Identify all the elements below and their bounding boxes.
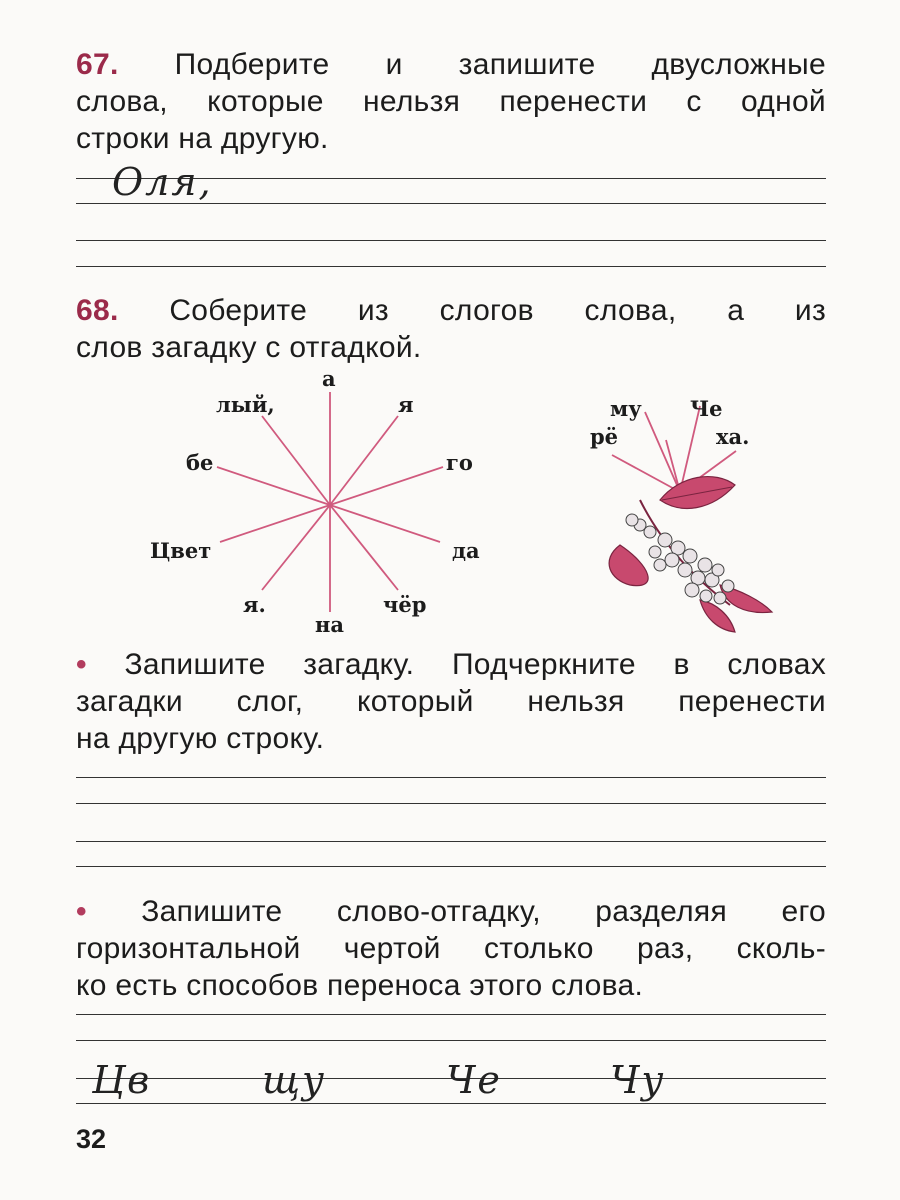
bullet-icon: • xyxy=(76,648,87,681)
syllable: му xyxy=(610,396,642,421)
syllable: да xyxy=(452,538,480,563)
task-write-riddle xyxy=(76,646,826,757)
writing-line xyxy=(76,777,826,778)
handwritten-sample: Чу xyxy=(610,1058,666,1102)
task-write-answer xyxy=(76,893,826,1004)
exercise-67-line-3: строки на другую. xyxy=(76,122,329,155)
lilac-branch-illustration xyxy=(609,477,772,632)
handwritten-sample: щу xyxy=(262,1058,327,1102)
task-answer-line-2: горизонтальной чертой столько раз, сколь- xyxy=(76,932,826,965)
writing-line xyxy=(76,803,826,804)
task-riddle-line-3: на другую строку. xyxy=(76,722,325,755)
exercise-68-line-1: 68. Соберите из слогов слова, а из xyxy=(76,294,826,327)
task-riddle-line-2: загадки слог, который нельзя перенести xyxy=(76,685,826,718)
syllable: я. xyxy=(243,592,266,617)
writing-line xyxy=(76,1014,826,1015)
task-answer-line-3: ко есть способов переноса этого слова. xyxy=(76,969,644,1002)
handwritten-sample: Че xyxy=(446,1058,502,1102)
syllable: лый, xyxy=(216,392,275,417)
syllable: бе xyxy=(186,450,214,475)
syllable: я xyxy=(398,392,414,417)
bullet-icon: • xyxy=(76,895,87,928)
syllable: а xyxy=(322,366,336,391)
syllable: Цвет xyxy=(150,538,212,563)
syllable: чёр xyxy=(383,592,427,617)
exercise-number: 68. xyxy=(76,294,119,327)
syllable: Че xyxy=(690,396,723,421)
exercise-67-line-1: 67. Подберите и запишите двусложные xyxy=(76,48,827,81)
handwritten-sample: Цв xyxy=(92,1058,152,1102)
task-riddle-line-1: • Запишите загадку. Подчеркните в словах xyxy=(76,648,826,681)
syllable: на xyxy=(315,612,344,637)
syllable: го xyxy=(446,450,473,475)
writing-line xyxy=(76,1040,826,1041)
writing-line xyxy=(76,866,826,867)
exercise-number: 67. xyxy=(76,48,119,81)
syllable: рё xyxy=(590,424,619,449)
writing-line xyxy=(76,841,826,842)
writing-line xyxy=(76,1103,826,1104)
exercise-68-line-2: слов загадку с отгадкой. xyxy=(76,331,422,364)
task-answer-line-1: • Запишите слово-отгадку, разделяя его xyxy=(76,895,827,928)
page-number: 32 xyxy=(76,1124,107,1154)
exercise-67-line-2: слова, которые нельзя перенести с одной xyxy=(76,85,826,118)
star-rays xyxy=(217,392,443,612)
handwritten-answer: Оля, xyxy=(112,160,213,204)
syllable: ха. xyxy=(716,424,750,449)
